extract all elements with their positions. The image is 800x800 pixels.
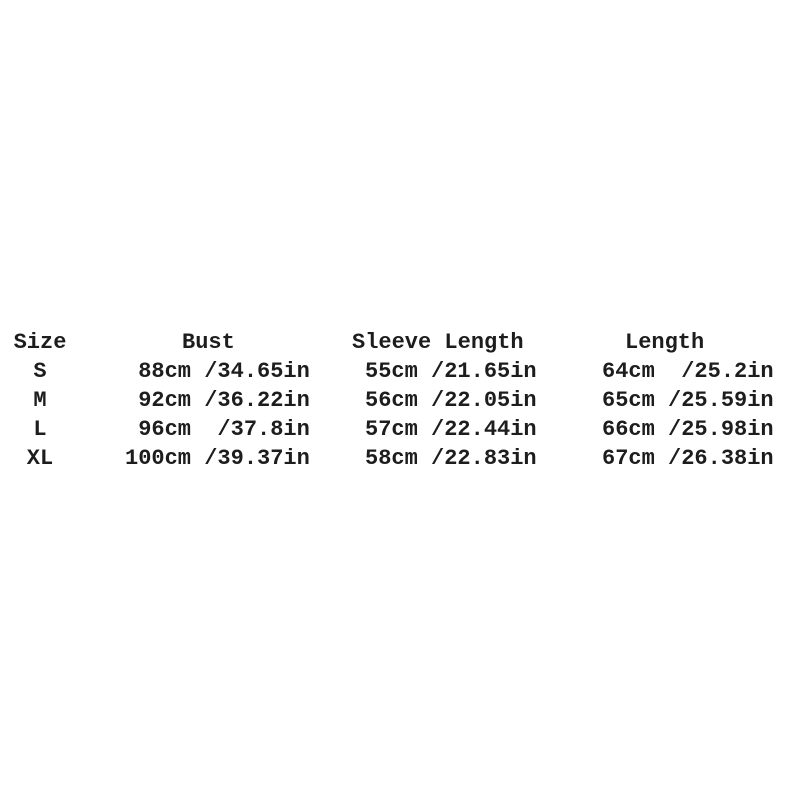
header-size: Size (13, 330, 67, 355)
row-s-sleeve: 55cm /21.65in (365, 359, 537, 384)
row-l-sleeve: 57cm /22.44in (365, 417, 537, 442)
row-l-bust: 96cm /37.8in (125, 417, 310, 442)
row-l-size: L (33, 417, 47, 442)
row-s-size: S (33, 359, 47, 384)
header-length: Length (625, 330, 705, 355)
row-m-sleeve: 56cm /22.05in (365, 388, 537, 413)
row-l-length: 66cm /25.98in (602, 417, 774, 442)
row-s-length: 64cm /25.2in (602, 359, 774, 384)
header-bust: Bust (182, 330, 235, 355)
row-xl-size: XL (26, 446, 54, 471)
row-xl-bust: 100cm /39.37in (125, 446, 310, 471)
row-s-bust: 88cm /34.65in (125, 359, 310, 384)
row-m-size: M (33, 388, 47, 413)
row-xl-sleeve: 58cm /22.83in (365, 446, 537, 471)
row-m-bust: 92cm /36.22in (125, 388, 310, 413)
row-m-length: 65cm /25.59in (602, 388, 774, 413)
header-sleeve-length: Sleeve Length (352, 330, 524, 355)
row-xl-length: 67cm /26.38in (602, 446, 774, 471)
